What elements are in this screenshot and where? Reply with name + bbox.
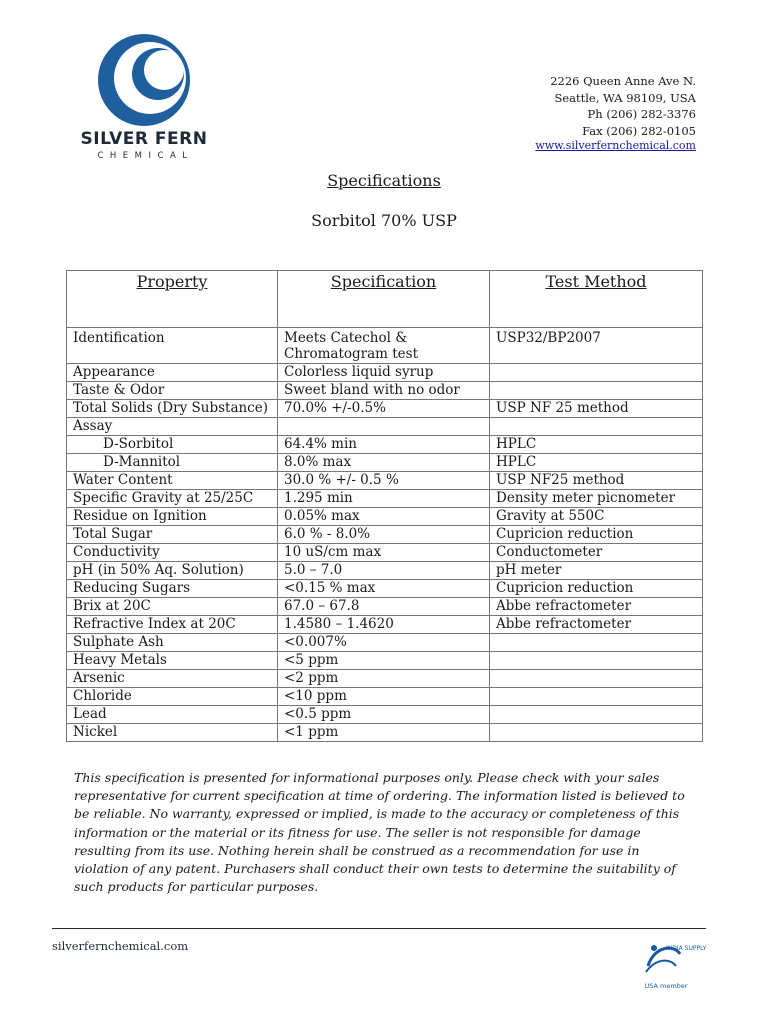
table-row — [67, 688, 703, 706]
specification-cell: <10 ppm — [278, 688, 490, 706]
specification-cell — [278, 418, 490, 436]
property-cell: Heavy Metals — [67, 652, 278, 670]
member-logo-icon — [640, 936, 707, 980]
test-method-cell — [490, 688, 703, 706]
test-method-cell: HPLC — [490, 454, 703, 472]
property-cell: Chloride — [67, 688, 278, 706]
property-cell: Identification — [67, 328, 278, 364]
specification-cell: 30.0 % +/- 0.5 % — [278, 472, 490, 490]
property-cell: Total Sugar — [67, 526, 278, 544]
table-row — [67, 472, 703, 490]
specification-cell: 1.295 min — [278, 490, 490, 508]
specification-cell: <0.5 ppm — [278, 706, 490, 724]
specification-cell: 10 uS/cm max — [278, 544, 490, 562]
address-line: 2226 Queen Anne Ave N. — [550, 74, 696, 88]
website-link[interactable]: www.silverfernchemical.com — [535, 139, 696, 152]
specification-cell: 1.4580 – 1.4620 — [278, 616, 490, 634]
property-cell: Arsenic — [67, 670, 278, 688]
company-name: SILVER FERN — [80, 129, 208, 149]
member-badge — [640, 936, 707, 994]
specification-cell: <0.15 % max — [278, 580, 490, 598]
test-method-cell: Abbe refractometer — [490, 616, 703, 634]
property-cell: Assay — [67, 418, 278, 436]
specification-cell: 8.0% max — [278, 454, 490, 472]
property-cell: Nickel — [67, 724, 278, 742]
property-cell: Reducing Sugars — [67, 580, 278, 598]
table-row — [67, 670, 703, 688]
table-row — [67, 580, 703, 598]
test-method-cell: USP NF25 method — [490, 472, 703, 490]
table-header-row — [67, 271, 703, 328]
company-address — [526, 73, 696, 152]
property-cell: Sulphate Ash — [67, 634, 278, 652]
specification-cell: <2 ppm — [278, 670, 490, 688]
product-name: Sorbitol 70% USP — [311, 211, 457, 230]
phone-line: Ph (206) 282-3376 — [587, 107, 696, 121]
table-row — [67, 436, 703, 454]
test-method-cell — [490, 382, 703, 400]
test-method-cell: Cupricion reduction — [490, 580, 703, 598]
test-method-cell — [490, 652, 703, 670]
footer-website[interactable]: silverfernchemical.com — [52, 939, 189, 953]
table-row — [67, 526, 703, 544]
specification-cell: 0.05% max — [278, 508, 490, 526]
test-method-cell: Abbe refractometer — [490, 598, 703, 616]
table-row — [67, 328, 703, 364]
column-header-property: Property — [67, 271, 278, 328]
table-row — [67, 418, 703, 436]
disclaimer-text: This specification is presented for informational purposes only. Please check with your sales representative for current specification at time of ordering. The information listed is believed to be reliable. No warranty, expressed or implied, is made to the accuracy or completeness of this information or the material or its fitness for use. The seller is not responsible for damage resulting from its use. Nothing herein shall be construed as a recommendation for use in violation of any patent. Purchasers shall conduct their own tests to determine the suitability of such products for particular purposes. — [74, 770, 685, 895]
test-method-cell — [490, 634, 703, 652]
specification-cell: <5 ppm — [278, 652, 490, 670]
specification-cell: <0.007% — [278, 634, 490, 652]
fax-line: Fax (206) 282-0105 — [582, 123, 696, 138]
specification-cell: 64.4% min — [278, 436, 490, 454]
property-cell: Lead — [67, 706, 278, 724]
specification-cell: Colorless liquid syrup — [278, 364, 490, 382]
test-method-cell — [490, 418, 703, 436]
table-row — [67, 634, 703, 652]
property-cell: Total Solids (Dry Substance) — [67, 400, 278, 418]
specification-cell: Sweet bland with no odor — [278, 382, 490, 400]
test-method-cell: USP32/BP2007 — [490, 328, 703, 364]
table-row — [67, 508, 703, 526]
company-subtitle: CHEMICAL — [97, 151, 194, 161]
test-method-cell — [490, 706, 703, 724]
specification-cell: <1 ppm — [278, 724, 490, 742]
table-row — [67, 400, 703, 418]
specification-cell: 67.0 – 67.8 — [278, 598, 490, 616]
table-row — [67, 454, 703, 472]
table-row — [67, 562, 703, 580]
table-row — [67, 724, 703, 742]
property-cell: Appearance — [67, 364, 278, 382]
table-row — [67, 598, 703, 616]
member-label: USA member — [644, 982, 688, 990]
table-row — [67, 652, 703, 670]
property-cell: Taste & Odor — [67, 382, 278, 400]
table-row — [67, 616, 703, 634]
test-method-cell: pH meter — [490, 562, 703, 580]
specification-cell: 6.0 % - 8.0% — [278, 526, 490, 544]
test-method-cell: HPLC — [490, 436, 703, 454]
property-cell: Brix at 20C — [67, 598, 278, 616]
table-row — [67, 706, 703, 724]
test-method-cell: Conductometer — [490, 544, 703, 562]
test-method-cell — [490, 364, 703, 382]
table-row — [67, 544, 703, 562]
document-title: Specifications — [327, 171, 441, 190]
table-row — [67, 382, 703, 400]
test-method-cell: Gravity at 550C — [490, 508, 703, 526]
specification-cell: 70.0% +/-0.5% — [278, 400, 490, 418]
member-logo-text: INDIA SUPPLY — [666, 945, 707, 952]
column-header-specification: Specification — [278, 271, 490, 328]
column-header-test-method: Test Method — [490, 271, 703, 328]
specification-cell: 5.0 – 7.0 — [278, 562, 490, 580]
property-cell: Conductivity — [67, 544, 278, 562]
test-method-cell: Cupricion reduction — [490, 526, 703, 544]
property-cell: Refractive Index at 20C — [67, 616, 278, 634]
property-cell: Residue on Ignition — [67, 508, 278, 526]
property-cell: D-Sorbitol — [67, 436, 278, 454]
address-line: Seattle, WA 98109, USA — [554, 90, 696, 105]
table-row — [67, 490, 703, 508]
fern-swirl-icon — [92, 32, 196, 128]
specification-cell: Meets Catechol & Chromatogram test — [278, 328, 490, 364]
test-method-cell — [490, 724, 703, 742]
property-cell: pH (in 50% Aq. Solution) — [67, 562, 278, 580]
property-cell: D-Mannitol — [67, 454, 278, 472]
table-row — [67, 364, 703, 382]
property-cell: Water Content — [67, 472, 278, 490]
test-method-cell: Density meter picnometer — [490, 490, 703, 508]
specification-table — [66, 270, 703, 742]
company-logo — [74, 32, 214, 162]
footer-divider — [52, 928, 706, 929]
test-method-cell: USP NF 25 method — [490, 400, 703, 418]
test-method-cell — [490, 670, 703, 688]
property-cell: Specific Gravity at 25/25C — [67, 490, 278, 508]
